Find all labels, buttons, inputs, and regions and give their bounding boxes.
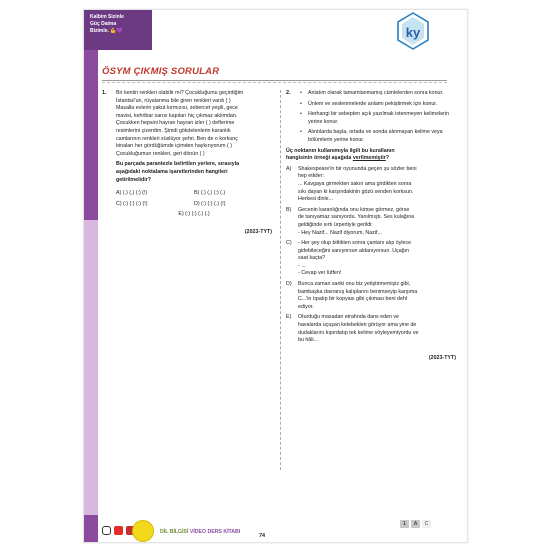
passage-line: mavisi, kehribar sarısı kapıları hiç çıkmaz aklımdan. — [116, 112, 238, 119]
question-2 — [286, 90, 456, 362]
option-line: de tanıyamaz sanıyordu. Yanılmıştı. Ses kulağına — [298, 214, 415, 221]
option-a[interactable]: A) (.) (,) (:) (!) — [116, 190, 148, 197]
option-letter: E) — [286, 314, 292, 321]
book-page — [83, 9, 468, 543]
option-line: Herkesi dinle... — [298, 196, 334, 203]
option-c[interactable]: C) (:) (:) (:) (!) — [116, 200, 148, 207]
corner-line-3: Bizimle. 💪💜 — [90, 28, 123, 34]
option-line: hep etkiler: — [298, 173, 324, 180]
passage-line: resimlerini çizerdim. Şimdi gökdelenlerin karanlık — [116, 127, 231, 134]
prompt-line: aşağıdaki noktalama işaretlerinden hangileri — [116, 168, 228, 175]
option-line: Gecenin karanlığında onu kimse görmez, görse — [298, 206, 410, 213]
side-bar-light — [84, 220, 98, 520]
option-d[interactable]: D) (:) (:) (.) (!) — [194, 200, 226, 207]
option-d[interactable] — [286, 281, 456, 311]
option-line: C...'in tıpatıp bir kopyası gibi çıkması beni dehl — [298, 296, 408, 303]
option-line: Oturduğu masadan etrafında dans eden ve — [298, 314, 400, 321]
corner-line-1: Kalbim Sizinle — [90, 14, 124, 20]
prompt-line: Bu parçada parantezle belirtilen yerlere, sırasıyla — [116, 161, 240, 168]
q2-options — [286, 166, 456, 345]
mascot-badge-icon — [132, 520, 154, 542]
option-line: dudaklarını kıpırdatıp tek kelime söyleyemiyordu ve — [298, 329, 419, 336]
social-icons — [102, 526, 135, 535]
option-line: geldiğinde sırtı ürpertiyle gerildi: — [298, 221, 373, 228]
passage-line: Bir kentin renkleri olabilir mi? Çocukluğumu geçirdiğim — [116, 90, 244, 96]
prompt-qmark: ? — [385, 155, 390, 162]
question-number: 1. — [102, 90, 107, 96]
rule-item: • Herhangi bir sebepten açık yazılmak istenmeyen kelimelerin yerine konur. — [300, 111, 456, 126]
header-rule — [102, 80, 447, 81]
option-letter: D) — [286, 281, 292, 288]
option-line: - Hey Nazif... Nazif diyorum, Nazif... — [298, 229, 382, 236]
header-rule-dashed — [102, 82, 447, 83]
page-footer — [84, 508, 468, 543]
question-number: 2. — [286, 90, 291, 96]
q1-passage — [116, 90, 272, 158]
option-line: saat kaçta? — [298, 255, 326, 262]
question-1 — [102, 90, 272, 237]
option-line: - Cevap ver lütfen! — [298, 270, 342, 277]
answer-key-cell: C — [422, 520, 431, 528]
q2-prompt — [286, 148, 456, 163]
option-a[interactable] — [286, 166, 456, 204]
exam-tag: (2023-TYT) — [428, 354, 456, 361]
exam-tag: (2023-TYT) — [244, 228, 272, 235]
answer-key-cell: A — [411, 520, 420, 528]
option-line: Bunca zaman sanki onu biz yetiştirmemişiz gibi, — [298, 281, 411, 288]
option-line: ediyor. — [298, 303, 314, 310]
answer-key-cell: 1 — [400, 520, 409, 528]
option-line: gidebileceğini sanıyorsun aldanıyorsun. Uçağın — [298, 247, 410, 254]
passage-line: İstanbul'un, rüyalanma bile giren renkleri vardı ( ) — [116, 97, 231, 104]
option-letter: B) — [286, 206, 292, 213]
prompt-line: Üç noktanın kullanımıyla ilgili bu kurallanın — [286, 147, 395, 154]
option-line: bambaşka davranış kalıplarını benimseyip karşıma — [298, 288, 418, 295]
rule-item: • Alıntılarda başta, ortada ve sonda alınmayan kelime veya bölümlerin yerine konur. — [300, 129, 456, 144]
q1-prompt — [116, 161, 272, 184]
option-line: - Her şey olup bittikten sonra çantanı alıp öylece — [298, 240, 412, 247]
option-line: ... Kavgaya girmekten sakın ama girdikten sonra — [298, 180, 412, 187]
youtube-icon[interactable] — [114, 526, 123, 535]
answer-key-strip — [400, 520, 431, 528]
q2-rules-list — [300, 90, 456, 145]
option-e[interactable]: E) (:) (:) (.) (.) — [178, 211, 210, 218]
prompt-negation: verilmemiştir — [352, 155, 386, 162]
option-b[interactable] — [286, 207, 456, 237]
publisher-logo-icon — [396, 12, 430, 52]
passage-line: Çocukluğumun renkleri, geri dönün ( ) — [116, 150, 205, 157]
option-line: bu hâli... — [298, 337, 319, 344]
rule-item: • Anlatım olarak tamamlanmamış cümlelerden sonra konur. — [300, 90, 456, 98]
corner-line-2: Güç Daima — [90, 21, 117, 27]
passage-line: Masalla evlerin yakut kırmızısı, zebercet yeşili, gece — [116, 105, 238, 112]
option-line: sıkı dayan ki karşındakinin gözü senden korksun. — [298, 188, 414, 195]
option-c[interactable] — [286, 240, 456, 278]
svg-text:ky: ky — [405, 25, 421, 40]
page-number: 74 — [259, 533, 266, 539]
option-b[interactable]: B) (.) (,) (:) (.) — [194, 190, 226, 197]
prompt-line: getirilmelidir? — [116, 176, 152, 183]
prompt-text: hangisinin örneği aşağıda — [286, 155, 353, 162]
option-line: - ... — [298, 262, 306, 269]
passage-line: Çocukken hepsini hayran hayran izler ( ) defterime — [116, 120, 235, 127]
option-line: Shakespeare'in bir oyununda geçen şu sözler beni — [298, 165, 417, 172]
option-e[interactable] — [286, 314, 456, 344]
book-title-part-1: DİL BİLGİSİ — [160, 529, 189, 535]
option-line: havalarda uçuşan kelebekleri görüyor ama yine de — [298, 322, 417, 329]
corner-banner — [84, 10, 152, 50]
instagram-icon[interactable] — [102, 526, 111, 535]
passage-line: binaları her gördüğümde içimden haykırıyorum ( ) — [116, 143, 232, 150]
section-title: ÖSYM ÇIKMIŞ SORULAR — [102, 66, 220, 77]
passage-line: camlarının renkleri süslüyor şehri. Ben de o korkunç — [116, 135, 238, 142]
book-title — [160, 529, 240, 535]
rule-item: • Ünlem ve seslenmelerde anlamı pekiştirmek için konur. — [300, 101, 456, 109]
q1-options — [116, 190, 272, 208]
book-title-part-2: VİDEO DERS KİTABI — [188, 529, 241, 535]
option-letter: A) — [286, 165, 292, 172]
column-divider — [280, 90, 281, 470]
prompt-line — [286, 155, 456, 163]
option-letter: C) — [286, 240, 292, 247]
